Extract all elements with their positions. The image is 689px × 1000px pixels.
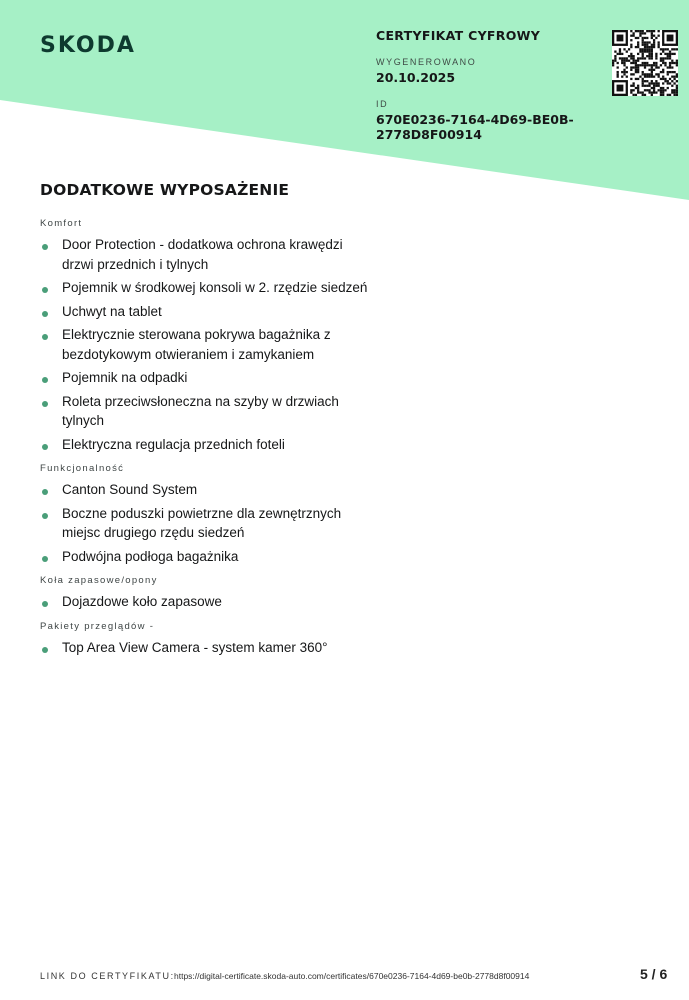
qr-code-icon[interactable] bbox=[612, 30, 678, 96]
group-label: Funkcjonalność bbox=[40, 463, 125, 474]
bullet-icon bbox=[40, 480, 62, 499]
list-item bbox=[40, 592, 370, 612]
list-item-label: Dojazdowe koło zapasowe bbox=[62, 594, 222, 609]
bullet-icon bbox=[40, 638, 62, 657]
equipment-group bbox=[40, 218, 370, 454]
list-item-label: Top Area View Camera - system kamer 360° bbox=[62, 639, 328, 655]
certificate-id: 670E0236-7164-4D69-BE0B-2778D8F00914 bbox=[376, 112, 574, 142]
bullet-icon bbox=[40, 504, 62, 523]
equipment-group bbox=[40, 463, 370, 566]
bullet-icon bbox=[40, 435, 62, 454]
bullet-icon bbox=[40, 325, 62, 344]
list-item-label: Elektrycznie sterowana pokrywa bagażnika z bezdotykowym otwieraniem i zamykaniem bbox=[62, 327, 331, 362]
list-item-label: Roleta przeciwsłoneczna na szyby w drzwiach tylnych bbox=[62, 393, 339, 428]
list-item-label: Canton Sound System bbox=[62, 482, 198, 497]
list-item bbox=[40, 435, 370, 455]
list-item-label: Pojemnik w środkowej konsoli w 2. rzędzie siedzeń bbox=[62, 280, 368, 295]
group-label: Pakiety przeglądów - bbox=[40, 620, 155, 632]
certificate-title: CERTYFIKAT CYFROWY bbox=[376, 28, 541, 43]
equipment-group bbox=[40, 621, 370, 658]
list-item-label: Pojemnik na odpadki bbox=[62, 370, 188, 385]
list-item-label: Podwójna podłoga bagażnika bbox=[62, 548, 239, 564]
list-item bbox=[40, 302, 370, 322]
page-number: 5 / 6 bbox=[640, 966, 668, 982]
equipment-list bbox=[40, 214, 370, 666]
bullet-icon bbox=[40, 235, 62, 254]
bullet-icon bbox=[40, 368, 62, 387]
list-item bbox=[40, 235, 370, 274]
bullet-icon bbox=[40, 392, 62, 411]
list-item-label: Door Protection - dodatkowa ochrona krawędzi drzwi przednich i tylnych bbox=[62, 237, 343, 272]
bullet-icon bbox=[40, 592, 62, 611]
bullet-icon bbox=[40, 278, 62, 297]
list-item bbox=[40, 368, 370, 388]
list-item-label: Elektryczna regulacja przednich foteli bbox=[62, 436, 285, 452]
list-item bbox=[40, 547, 370, 567]
generated-label: WYGENEROWANO bbox=[376, 57, 477, 67]
generated-date: 20.10.2025 bbox=[376, 70, 456, 85]
bullet-icon bbox=[40, 547, 62, 566]
list-item bbox=[40, 278, 370, 298]
list-item-label: Uchwyt na tablet bbox=[62, 303, 162, 319]
certificate-link[interactable]: https://digital-certificate.skoda-auto.com/certificates/670e0236-7164-4d69-be0b-2778d8f00914 bbox=[174, 971, 530, 981]
list-item bbox=[40, 325, 370, 364]
list-item bbox=[40, 638, 370, 658]
section-title: DODATKOWE WYPOSAŻENIE bbox=[40, 181, 290, 199]
skoda-logo: SKODA bbox=[40, 33, 136, 58]
list-item bbox=[40, 480, 370, 500]
group-label: Komfort bbox=[40, 218, 83, 229]
list-item bbox=[40, 392, 370, 431]
bullet-icon bbox=[40, 302, 62, 321]
certificate-info bbox=[376, 28, 606, 142]
footer-link-label: LINK DO CERTYFIKATU: bbox=[40, 971, 175, 981]
group-label: Koła zapasowe/opony bbox=[40, 575, 158, 586]
id-label: ID bbox=[376, 99, 389, 109]
equipment-group bbox=[40, 575, 370, 612]
list-item-label: Boczne poduszki powietrzne dla zewnętrznych miejsc drugiego rzędu siedzeń bbox=[62, 505, 342, 540]
list-item bbox=[40, 504, 370, 543]
